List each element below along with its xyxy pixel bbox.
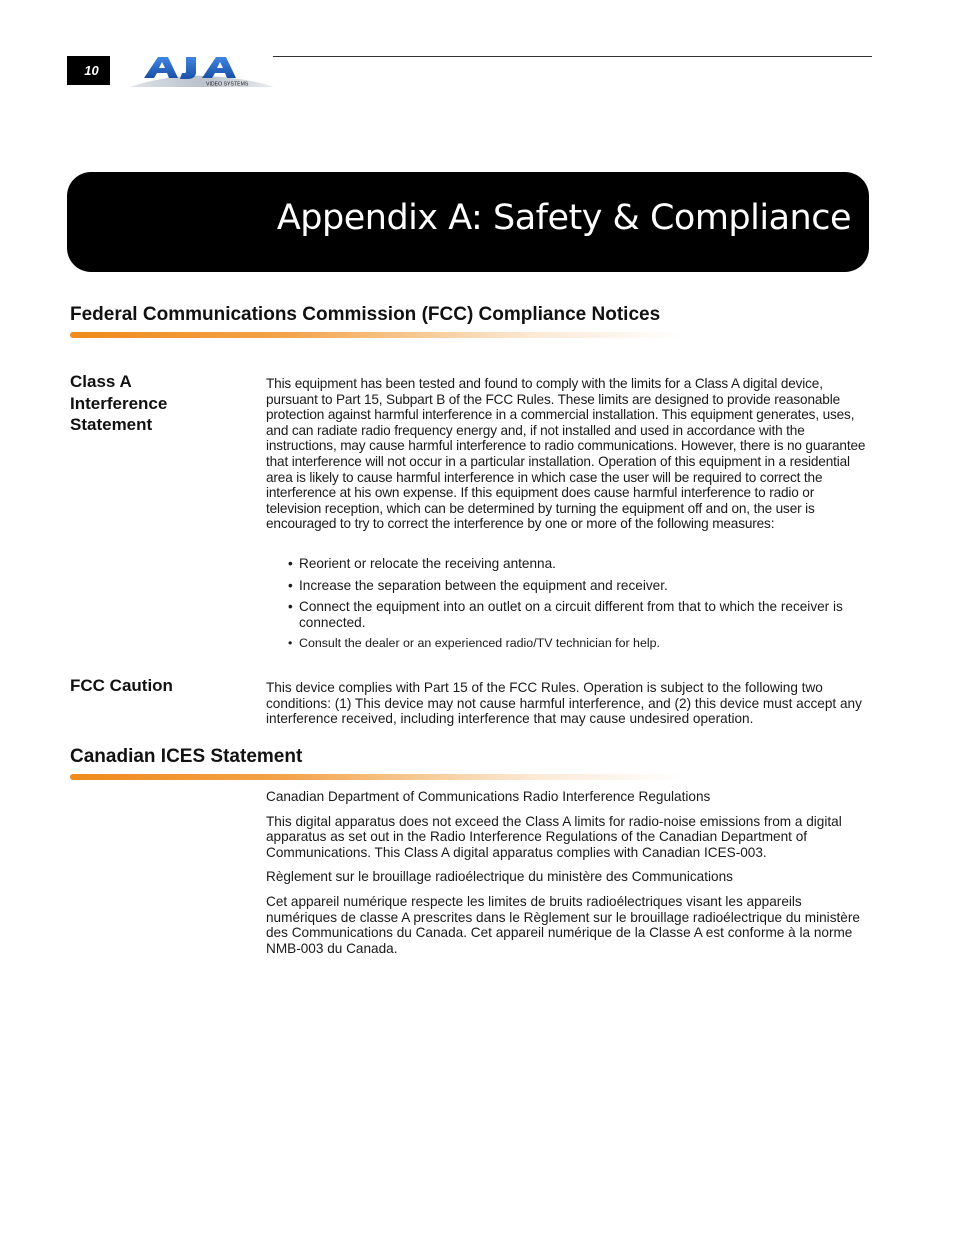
class-a-text: This equipment has been tested and found to comply with the limits for a Class A digital device, pursuant to Part 15, Subpart B of the FCC Rules. These limits are designed to provide reasonable protection against harmful interference in a commercial installation. This equipment generates, uses, and can radiate radio frequency energy and, if not installed and used in accordance with the instructions, may cause harmful interference to radio communications. However, there is no guarantee that interference will not occur in a particular installation. Operation of this equipment in a residential area is likely to cause harmful interference in which case the user will be required to correct the interference at his own expense. If this equipment does cause harmful interference to radio or television reception, which can be determined by turning the equipment off and on, the user is encouraged to try to correct the interference by one or more of the following measures: [266,376,866,532]
canadian-body [266,789,870,965]
canadian-heading-rule [70,774,685,780]
fcc-caution-label: FCC Caution [70,676,173,695]
fcc-caution-paragraph [266,680,870,736]
class-a-paragraph [266,376,870,541]
canadian-paragraph-4: Cet appareil numérique respecte les limites de bruits radioélectriques visant les appareils numériques de classe A prescrites dans le Règlement sur le brouillage radioélectrique du ministère des Communications du Canada. Cet appareil numérique de la Classe A est conforme à la norme NMB-003 du Canada. [266,893,860,956]
page-number: 10 [67,56,110,85]
canadian-paragraph-1: Canadian Department of Communications Radio Interference Regulations [266,789,711,804]
list-item: • Reorient or relocate the receiving antenna. [288,556,848,572]
fcc-heading-rule [70,332,685,338]
chapter-title: Appendix A: Safety & Compliance [276,198,851,238]
chapter-banner [67,172,869,272]
logo-subtext: VIDEO SYSTEMS [206,81,249,88]
canadian-paragraph-2: This digital apparatus does not exceed the Class A limits for radio-noise emissions from a digital apparatus as set out in the Radio Interference Regulations of the Canadian Department of Communications. This Class A digital apparatus complies with Canadian ICES-003. [266,813,842,860]
fcc-heading: Federal Communications Commission (FCC) Compliance Notices [70,304,661,325]
aja-logo [128,54,276,88]
list-item: • Connect the equipment into an outlet on a circuit different from that to which the receiver is connected. [288,599,848,630]
canadian-heading: Canadian ICES Statement [70,746,303,767]
fcc-caution-text: This device complies with Part 15 of the FCC Rules. Operation is subject to the following two conditions: (1) This device may not cause harmful interference, and (2) this device must accept any interference received, including interference that may cause undesired operation. [266,680,862,727]
list-item: • Increase the separation between the equipment and receiver. [288,578,848,594]
header-rule [273,56,872,57]
canadian-paragraph-3: Règlement sur le brouillage radioélectrique du ministère des Communications [266,869,733,885]
list-item: • Consult the dealer or an experienced radio/TV technician for help. [288,636,848,652]
measures-list [288,556,848,652]
class-a-label: Class A Interference Statement [70,372,168,434]
